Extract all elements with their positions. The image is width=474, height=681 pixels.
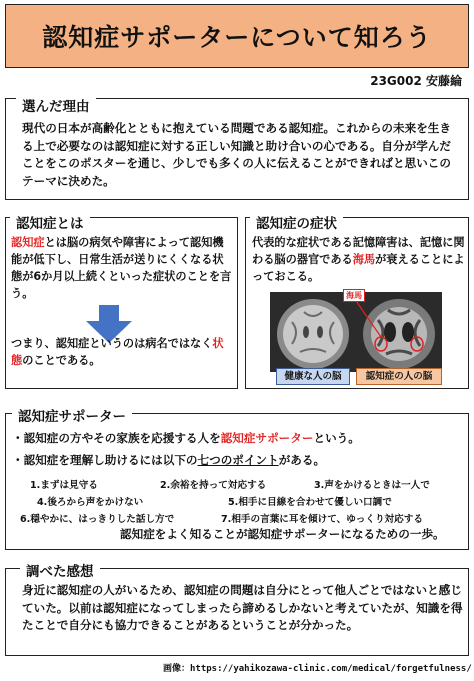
supporter-line1-post: という。 bbox=[313, 431, 360, 445]
dementia-brain-caption: 認知症の人の脳 bbox=[356, 368, 442, 385]
supporter-term: 認知症サポーター bbox=[220, 431, 314, 445]
conclusion-post: のことである。 bbox=[22, 354, 101, 367]
point-item: 2.余裕を持って対応する bbox=[160, 480, 267, 491]
supporter-line1-pre: ・認知症の方やその家族を応援する人を bbox=[12, 431, 221, 445]
supporter-heading: 認知症サポーター bbox=[12, 405, 132, 425]
definition-paragraph bbox=[11, 234, 233, 302]
hippocampus-tag: 海馬 bbox=[343, 289, 365, 302]
impressions-heading: 調べた感想 bbox=[20, 560, 100, 580]
point-item: 6.穏やかに、はっきりした話し方で bbox=[20, 514, 175, 525]
supporter-summary: 認知症をよく知ることが認知症サポーターになるための一歩。 bbox=[120, 527, 445, 541]
healthy-brain-caption: 健康な人の脳 bbox=[276, 368, 350, 385]
point-item: 5.相手に目線を合わせて優しい口調で bbox=[228, 497, 392, 508]
definition-rest: とは脳の病気や障害によって認知機能が低下し、日常生活が送りにくくなる状態が6か月以上続くといった症状のことを言う。 bbox=[11, 236, 232, 300]
definition-conclusion bbox=[11, 335, 233, 369]
title-banner bbox=[5, 4, 469, 68]
page-title: 認知症サポーターについて知ろう bbox=[42, 23, 432, 52]
author-label: 23G002 安藤綸 bbox=[370, 74, 462, 88]
brain-scan-image bbox=[270, 292, 442, 372]
symptoms-text bbox=[252, 234, 467, 285]
hippocampus-term: 海馬 bbox=[352, 253, 376, 266]
image-source: 画像：https://yahikozawa-clinic.com/medical/forgetfulness/ bbox=[163, 664, 472, 674]
supporter-definition bbox=[12, 430, 467, 448]
point-item: 3.声をかけるときは一人で bbox=[314, 480, 430, 491]
conclusion-keyword: 状態 bbox=[11, 337, 224, 367]
seven-points-term: 七つのポイント bbox=[197, 453, 279, 467]
supporter-points-intro bbox=[12, 452, 467, 470]
symptoms-post: が衰えることによっておこる。 bbox=[252, 253, 465, 283]
supporter-line2-pre: ・認知症を理解し助けるには以下の bbox=[12, 453, 198, 467]
symptoms-heading: 認知症の症状 bbox=[250, 212, 343, 232]
conclusion-pre: つまり、認知症というのは病名ではなく bbox=[11, 337, 213, 350]
reason-text: 現代の日本が高齢化とともに抱えている問題である認知症。これからの未来を生きる上で必要なのは認知症に対する正しい知識と助け合いの心である。自分が学んだことをこのポスターを通じ、少しでも多くの人に伝えることができればと思いこのテーマに決めた。 bbox=[22, 121, 451, 188]
point-item: 4.後ろから声をかけない bbox=[37, 497, 144, 508]
supporter-line2-post: がある。 bbox=[278, 453, 326, 467]
definition-heading: 認知症とは bbox=[10, 212, 90, 232]
definition-term: 認知症 bbox=[11, 236, 45, 249]
impressions-text: 身近に認知症の人がいるため、認知症の問題は自分にとって他人ごとではないと感じていた。以前は認知症になってしまったら諦めるしかないと考えていたが、知識を得たことで自分にも協力できることがあるということが分かった。 bbox=[22, 583, 463, 632]
symptoms-pre: 代表的な症状である記憶障害は、記憶に関わる脳の器官である bbox=[252, 236, 465, 266]
reason-heading: 選んだ理由 bbox=[16, 95, 96, 115]
point-item: 1.まずは見守る bbox=[30, 480, 98, 491]
point-item: 7.相手の言葉に耳を傾けて、ゆっくり対応する bbox=[221, 514, 423, 525]
